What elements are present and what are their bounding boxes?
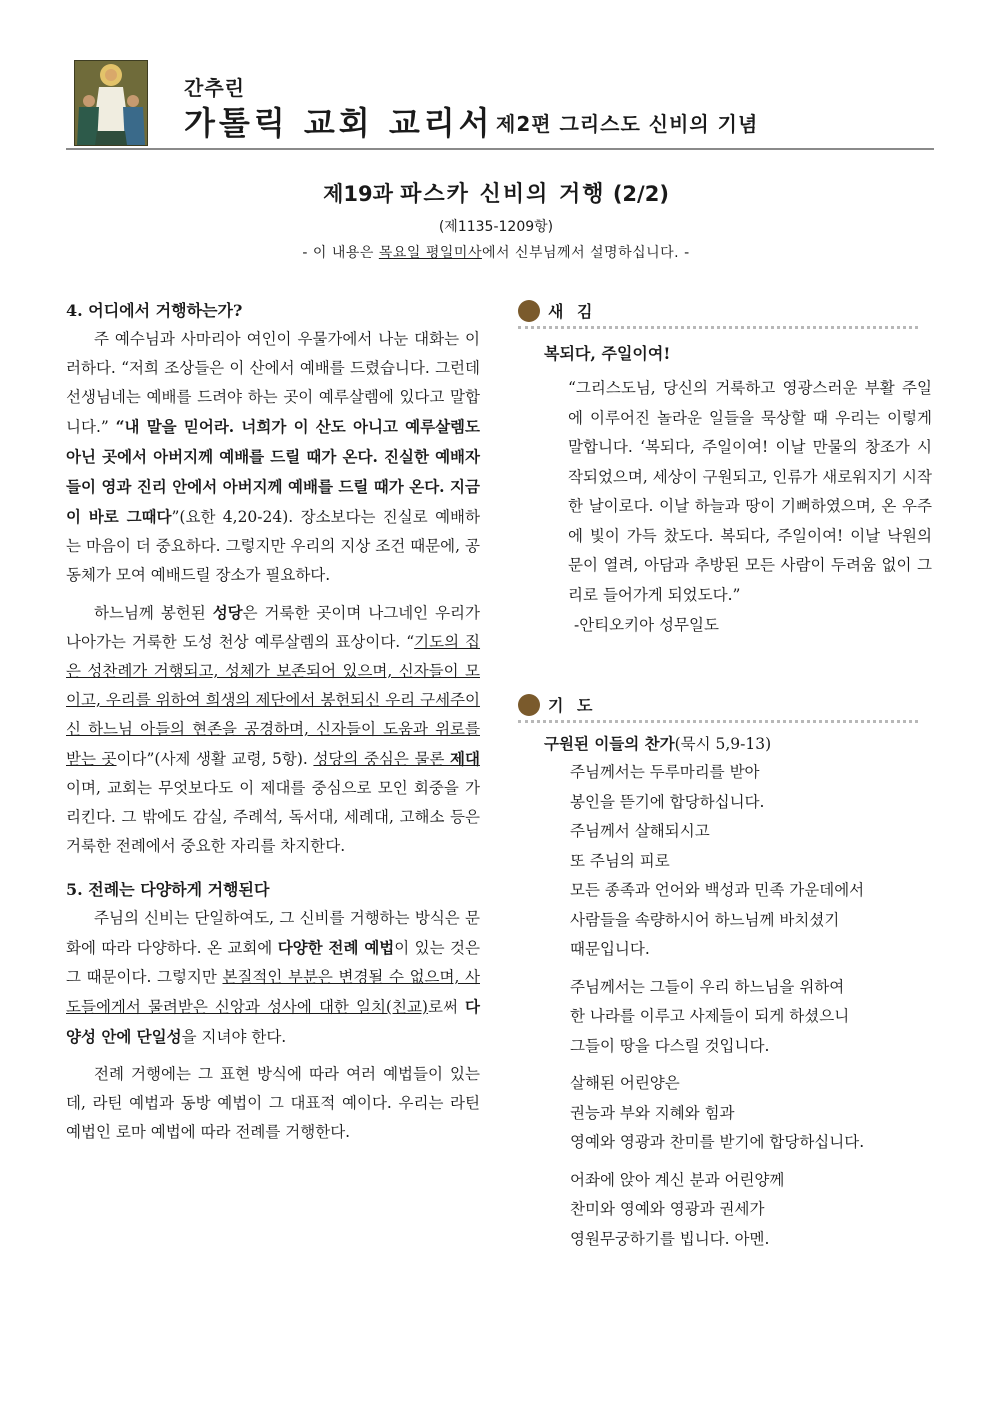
prayer-line: 사람들을 속량하시어 하느님께 바치셨기 — [570, 910, 840, 929]
prayer-line: 그들이 땅을 다스릴 것입니다. — [570, 1036, 770, 1055]
prayer-label: 기 도 — [548, 696, 597, 715]
note-suffix: 에서 신부님께서 설명하십니다. - — [481, 245, 690, 261]
section5-paragraph-2: 전례 거행에는 그 표현 방식에 따라 여러 예법들이 있는데, 라틴 예법과 동방 예법이 그 대표적 예이다. 우리는 라틴 예법인 로마 예법에 따라 전례를 거행한다. — [66, 1065, 480, 1141]
reflection-header — [518, 296, 934, 330]
prayer-stanza — [518, 973, 934, 1062]
main-text-column — [66, 296, 480, 1147]
text-run: 하느님께 봉헌된 — [94, 604, 213, 622]
bold-run: 다양성 안에 단일성 — [66, 997, 481, 1046]
dotted-divider — [518, 326, 918, 329]
lesson-note — [0, 242, 992, 262]
prayer-line: 주님께서는 그들이 우리 하느님을 위하여 — [570, 977, 845, 996]
text-run: ”(요한 4,20-24). 장소보다는 진실로 예배하는 마음이 더 중요하다. 그렇지만 우리의 지상 조건 때문에, 공동체가 모여 예배드릴 장소가 필요하다. — [66, 508, 480, 584]
header-title: 가톨릭 교회 교리서 — [184, 104, 494, 142]
underlined-run: 기도의 집은 성찬례가 거행되고, 성체가 보존되어 있으며, 신자들이 모이고, 우리를 위하여 희생의 제단에서 봉헌되신 우리 구세주이신 하느님 아들의 현존을 공경하며, 신자들이 도움과 위로를 받는 곳 — [66, 633, 481, 768]
bold-run: 성당 — [212, 603, 243, 622]
reflection-source: -안티오키아 성무일도 — [574, 616, 719, 634]
section5-paragraph-1 — [66, 904, 480, 1052]
lesson-range: (제1135-1209항) — [438, 219, 554, 235]
note-underlined: 목요일 평일미사 — [378, 245, 482, 261]
prayer-line: 어좌에 앉아 계신 분과 어린양께 — [570, 1170, 785, 1189]
prayer-line: 주님께서 살해되시고 — [570, 822, 710, 840]
text-run: 주 예수님과 사마리아 여인이 우물가에서 나눈 대화는 이러하다. “저희 조상들은 이 산에서 예배를 드렸습니다. 그런데 선생님네는 예배를 드려야 하는 곳이 예루살렘에 있다고 말합니다.” — [66, 330, 480, 436]
header-divider — [66, 148, 934, 150]
text-run: 이며, 교회는 무엇보다도 이 제대를 중심으로 모인 회중을 가리킨다. 그 밖에도 감실, 주례석, 독서대, 세례대, 고해소 등은 거룩한 전례에서 중요한 자리를 차지한다. — [66, 779, 480, 855]
reflection-title: 복되다, 주일이여! — [544, 344, 671, 363]
text-run: 주님의 신비는 단일하여도, 그 신비를 거행하는 방식은 문화에 따라 다양하다. 온 교회에 — [66, 909, 480, 957]
prayer-line: 찬미와 영예와 영광과 권세가 — [570, 1200, 765, 1218]
prayer-stanza — [518, 1166, 934, 1255]
prayer-stanza — [518, 1069, 934, 1158]
lesson-name: 파스카 신비의 거행 — [400, 182, 606, 207]
side-column — [518, 296, 934, 1262]
dotted-divider — [518, 720, 918, 723]
prayer-title — [544, 730, 934, 758]
prayer-box — [518, 690, 934, 1254]
prayer-line: 영원무궁하기를 빕니다. 아멘. — [570, 1229, 770, 1248]
lesson-part: (2/2) — [612, 182, 669, 206]
prayer-line: 주님께서는 두루마리를 받아 — [570, 763, 760, 781]
prayer-line: 때문입니다. — [570, 940, 650, 958]
prayer-line: 또 주님의 피로 — [570, 851, 670, 870]
lesson-title — [0, 177, 992, 208]
text-run: 이다”(사제 생활 교령, 5항). — [116, 750, 314, 768]
text-run: 을 지녀야 한다. — [181, 1028, 287, 1046]
section4-paragraph-2 — [66, 598, 480, 861]
cross-icon — [518, 694, 540, 716]
prayer-line: 살해된 어린양은 — [570, 1074, 680, 1092]
section4-paragraph-1 — [66, 325, 480, 590]
header-part: 제2편 그리스도 신비의 기념 — [496, 112, 759, 136]
prayer-title-ref: (묵시 5,9-13) — [674, 735, 772, 753]
page-header — [72, 60, 934, 152]
reflection-quote: “그리스도님, 당신의 거룩하고 영광스러운 부활 주일에 이루어진 놀라운 일들을 묵상할 때 우리는 이렇게 말합니다. ‘복되다, 주일이여! 이날 만물의 창조가 시작되었으며, 세상이 구원되고, 인류가 새로워지기 시작한 날이로다. 이날 하늘과 땅이 기뻐하였으며, 온 우주에 빛이 가득 찼도다. 복되다, 주일이여! 이날 낙원의 문이 열려, 아담과 추방된 모든 사람이 두려움 없이 그리로 들어가게 되었도다.” — [568, 379, 932, 604]
header-subtitle: 간추린 — [184, 76, 245, 100]
underlined-run: 성당의 중심은 물론 — [313, 750, 451, 768]
text-run: 로써 — [427, 998, 466, 1016]
section4-title: 4. 어디에서 거행하는가? — [66, 301, 243, 320]
prayer-line: 모든 종족과 언어와 백성과 민족 가운데에서 — [570, 881, 865, 899]
prayer-line: 영예와 영광과 찬미를 받기에 합당하십니다. — [570, 1133, 865, 1151]
note-prefix: - 이 내용은 — [302, 245, 379, 261]
bold-run: “내 말을 믿어라. 너희가 이 산도 아니고 예루살렘도 아닌 곳에서 아버지께 예배를 드릴 때가 온다. 진실한 예배자들이 영과 진리 안에서 아버지께 예배를 드릴 때가 온다. 지금이 바로 그때다 — [66, 417, 481, 526]
leaf-icon — [518, 300, 540, 322]
prayer-header — [518, 690, 934, 724]
lesson-number: 제19과 — [323, 182, 393, 206]
prayer-title-bold: 구원된 이들의 찬가 — [544, 734, 675, 753]
prayer-line: 한 나라를 이루고 사제들이 되게 하셨으니 — [570, 1007, 850, 1025]
bold-underlined-run: 제대 — [450, 749, 480, 768]
reflection-label: 새 김 — [548, 302, 597, 321]
bold-run: 다양한 전례 예법 — [277, 938, 395, 957]
reflection-box — [518, 296, 934, 640]
underlined-run: 본질적인 부분은 변경될 수 없으며, 사도들에게서 물려받은 신앙과 성사에 대한 일치(친교) — [66, 968, 480, 1016]
prayer-line: 권능과 부와 지혜와 힘과 — [570, 1103, 735, 1122]
prayer-line: 봉인을 뜯기에 합당하십니다. — [570, 792, 765, 811]
text-run: 이 있는 것은 그 때문이다. 그렇지만 — [66, 939, 480, 986]
text-run: 은 거룩한 곳이며 나그네인 우리가 나아가는 거룩한 도성 천상 예루살렘의 표상이다. “ — [66, 604, 480, 651]
prayer-stanza — [518, 758, 934, 965]
section5-title: 5. 전례는 다양하게 거행된다 — [66, 880, 270, 899]
christ-apostles-logo — [74, 60, 148, 146]
